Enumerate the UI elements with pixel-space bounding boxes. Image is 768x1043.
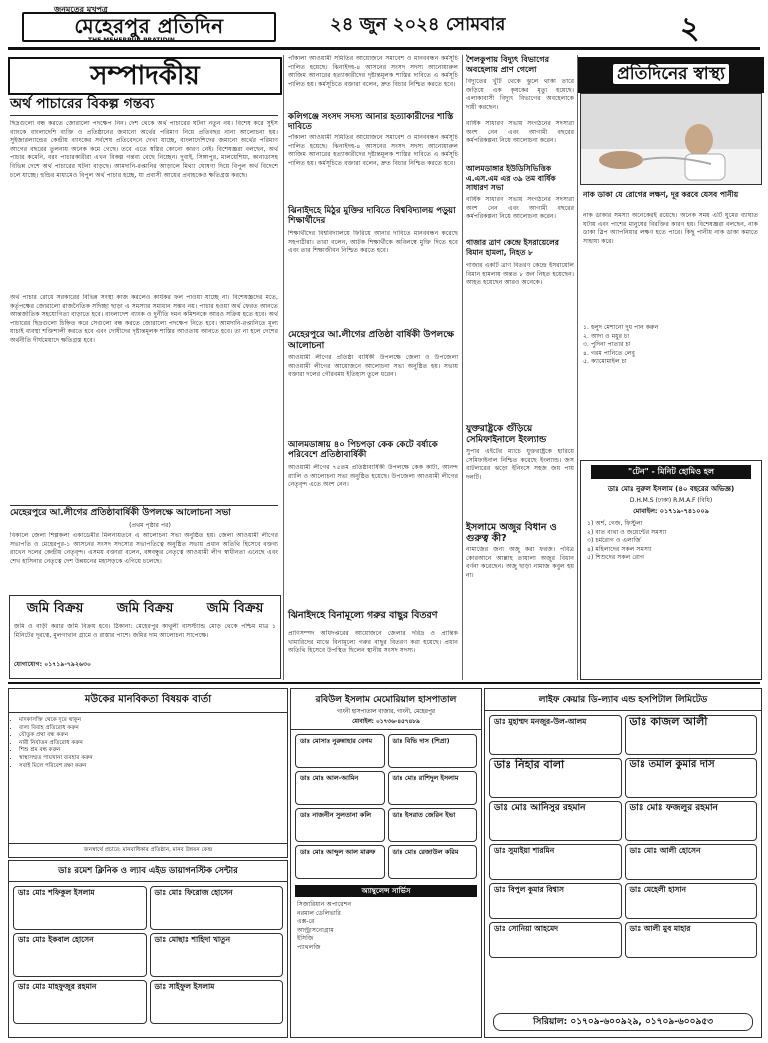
- mid-story-2-headline: ঝিনাইদহে মিঠুর মুক্তির দাবিতে বিশ্ববিদ্যালয় পড়ুয়া শিক্ষার্থীদের: [288, 206, 456, 226]
- homeo-item: ৩) চর্মরোগ ও এলার্জি: [587, 537, 641, 545]
- lifecare-doctor-card: [625, 883, 758, 919]
- masthead-tagline: জনমতের মুখপত্র: [54, 5, 108, 14]
- clinic-doctor-name: ডাঃ মোঃ ফিরোজ হোসেন: [154, 888, 233, 897]
- left-story-headline: মেহেরপুরে আ.লীগের প্রতিষ্ঠাবার্ষিকী উপলক্ষে আলোচনা সভা: [10, 505, 278, 519]
- clinic-doctor-name: ডাঃ মোঃ মাহফুজুর রহমান: [18, 982, 97, 991]
- clinic-doctor-name: ডাঃ মোঃ ইকবাল হোসেন: [18, 935, 94, 944]
- hospital-doctor-name: ডাঃ মোসাঃ নুরুন্নাহার বেগম: [300, 737, 373, 745]
- hospital-doctor-name: ডাঃ মোঃ রাশিদুল ইসলাম: [392, 774, 459, 782]
- lifecare-doctor-card: [625, 844, 758, 880]
- health-tip: ২. আদা ও মধুর চা: [583, 332, 630, 340]
- awareness-item: • শিশু শ্রম বন্ধ করুন: [19, 747, 287, 755]
- right-story-2-headline: আলমডাঙ্গার ইউডিসিভিত্তিক এ.এস.এম এর ৩৯ তম বার্ষিক সাধারণ সভা: [466, 164, 556, 192]
- awareness-item: • মাদকাসক্তি থেকে দূরে থাকুন: [19, 717, 287, 725]
- health-section-label: প্রতিদিনের স্বাস্থ্য: [613, 64, 729, 84]
- mid-story-4-headline: আলমডাঙ্গায় ৪০ পিচপড়া কেক কেটে বর্ষাকে পরিবেশে প্রতিষ্ঠাবার্ষিকী: [288, 440, 438, 460]
- lifecare-ad-title: লাইফ কেয়ার ডি-ল্যাব এন্ড হসপিটাল লিমিটেড: [485, 689, 761, 711]
- clinic-doctor-name: ডাঃ মোছাঃ শাহিদা খাতুন: [154, 935, 231, 944]
- hospital-doctor-card: [295, 771, 385, 805]
- hospital-ad-address: গাংনী হাসপাতাল বাজার, গাংনী, মেহেরপুর: [337, 709, 435, 715]
- hospital-doctor-card: [388, 845, 478, 879]
- land-ad-title-1: জমি বিক্রয়: [26, 601, 84, 616]
- lifecare-doctor-name: ডাঃ সোনিয়া আহমেদ: [494, 924, 559, 933]
- health-tip: ৩. পুদিনা পাতার চা: [583, 341, 631, 349]
- hospital-service: ইসিজি: [297, 935, 314, 943]
- right-story-1-body: বিদ্যুতের খুঁটি থেকে ঝুলে থাকা তারে জড়িয়ে এক কৃষকের মৃত্যু হয়েছে। এলাকাবাসী বিদ্যুৎ বিভাগের অবহেলাকে দায়ী করছেন।: [466, 78, 574, 111]
- lifecare-doctor-name: ডাঃ কাজল আলী: [629, 715, 708, 728]
- land-ad-body: জমি ও বাড়ী করার জমি বিক্রয় হবে। ঠিকানা: মেহেরপুর কাথুলী বাসস্ট্যান্ড মোড় থেকে পশ্চিম মাত্র ১ মিনিটের দূরত্বে, মুলগাথান গ্রামে ও রাস্তার পাশে। জমির দাম আলোচনা সাপেক্ষে।: [14, 623, 276, 639]
- right-story-5-body: নামাজের জন্য অজু করা ফরজ। পবিত্র কোরআনে আল্লাহ তায়ালা অজুর বিধান বর্ণনা করেছেন। অজু ছাড়া নামাজ কবুল হয় না।: [466, 546, 574, 579]
- clinic-doctor-card: [13, 886, 147, 930]
- lifecare-doctor-name: ডাঃ মোঃ আনিসুর রহমান: [494, 803, 586, 813]
- lifecare-doctor-card: [489, 883, 622, 919]
- right-story-5-headline: ইসলামে অজুর বিধান ও গুরুত্ব কী?: [466, 522, 557, 544]
- awareness-item: • যৌতুক প্রথা বন্ধ করুন: [19, 732, 287, 740]
- hospital-service: নরমাল ডেলিভারি: [297, 909, 341, 917]
- clinic-ad: [8, 860, 288, 1038]
- awareness-ad-title: মউকের মানবিকতা বিষয়ক বার্তা: [9, 689, 287, 713]
- mid-story-5-body: প্রাণিসম্পদ অধিদপ্তরের আয়োজনে জেলার দরিদ্র ও প্রান্তিক খামারিদের মাঝে বিনামূল্যে গরুর বাছুর বিতরণ করা হয়েছে। প্রধান অতিথি হিসেবে উপস্থিত ছিলেন স্থানীয় সংসদ সদস্য।: [288, 630, 458, 655]
- snoring-photo-illustration: [581, 94, 761, 184]
- hospital-doctor-name: ডাঃ ইসরাত জেরিন ইভা: [392, 811, 456, 819]
- homeo-item: ২) বাত ব্যথা ও জয়েন্টের সমস্যা: [587, 528, 667, 536]
- homeo-title: "টেন" - মিনিট হোমিও হল: [591, 465, 751, 479]
- land-ad-phone: যোগাযোগ: ০১৭১৯-৭৯২৬৩০: [14, 661, 92, 668]
- mid-story-3-headline: মেহেরপুরে আ.লীগের প্রতিষ্ঠা বার্ষিকী উপলক্ষে আলোচনা: [288, 330, 455, 351]
- ambulance-label: অ্যাম্বুলেন্স সার্ভিস: [295, 885, 477, 897]
- health-tips-list: [583, 324, 758, 367]
- hospital-ad: [290, 688, 482, 1038]
- lifecare-ad: [484, 688, 762, 1038]
- lifecare-doctor-card: [489, 844, 622, 880]
- mid-story-2-body: শিক্ষার্থীদের বিশ্ববিদ্যালয়ে ফিরিয়ে আনার দাবিতে মানববন্ধন করেছে সহপাঠীরা। তারা বলেন, আটক শিক্ষার্থীকে অবিলম্বে মুক্তি দিতে হবে এবং তার শিক্ষাজীবন নিশ্চিত করতে হবে।: [288, 230, 458, 255]
- lifecare-doctor-name: ডাঃ নিহার বালা: [494, 758, 565, 771]
- awareness-ad: [8, 688, 288, 858]
- hospital-ad-phone: মোবাইল: ০১৭৩৬-৪৫৭৪৮৯: [291, 717, 481, 730]
- homeo-degree: D.H.M.S (ঢাকা) R.M.A.F (বিধি): [629, 497, 713, 504]
- land-sale-ad: [9, 595, 281, 679]
- hospital-doctor-card: [295, 808, 385, 842]
- hospital-doctor-card: [295, 734, 385, 768]
- left-story-body: বিকালে জেলা শিল্পকলা একাডেমীর মিলনায়তনে এ আলোচনা সভা অনুষ্ঠিত হয়। জেলা আওয়ামী লীগের সভাপতি ও মেহেরপুর-১ আসনের সংসদ সদস্যের সভাপতিত্বে অনুষ্ঠিত সভায় প্রধান অতিথি হিসেবে বক্তব্য রাখেন দলের কেন্দ্রীয় নেতৃবৃন্দ। এসময় বক্তারা বলেন, বঙ্গবন্ধুর নেতৃত্বে আওয়ামী লীগ স্বাধীনতা এনেছে এবং শেখ হাসিনার নেতৃত্বে দেশ উন্নয়নের মহাসড়কে এগিয়ে চলেছে।: [10, 532, 278, 565]
- homeo-item: ৫) শিশুদের সকল রোগ: [587, 554, 645, 562]
- homeo-ad: [580, 460, 762, 680]
- hospital-doctor-name: ডাঃ নাজনীন সুলতানা কলি: [300, 811, 372, 819]
- health-tip: ৫. ক্যামোমাইল চা: [583, 358, 627, 366]
- lifecare-serial: সিরিয়াল: ০১৭০৯-৬০০৯২৯, ০১৭০৯-৬০০৯৫৩: [493, 1013, 753, 1031]
- hospital-doctor-name: ডাঃ মোঃ আল-আমিন: [300, 774, 359, 782]
- clinic-doctor-card: [150, 886, 284, 930]
- header-rule: [8, 47, 760, 50]
- clinic-doctor-name: ডাঃ সাইফুল ইসলাম: [154, 982, 215, 991]
- land-ad-title-2: জমি বিক্রয়: [116, 601, 174, 616]
- hospital-doctor-card: [388, 771, 478, 805]
- awareness-item: • সবাই মিলে পরিবেশ রক্ষা করুন: [19, 763, 287, 771]
- hospital-doctor-card: [388, 734, 478, 768]
- left-story-kicker: (প্রথম পৃষ্ঠার পর): [129, 522, 171, 529]
- homeo-phone: মোবাইল: ০১৭১৯-৭৪১০০৯: [633, 507, 709, 515]
- lifecare-doctor-card: [489, 801, 622, 841]
- health-headline: নাক ডাকা যে রোগের লক্ষণ, দূর করবে যেসব পানীয়: [583, 190, 739, 199]
- health-photo: [580, 93, 762, 185]
- hospital-service: এক্স-রে: [297, 918, 315, 926]
- lifecare-doctor-card: [625, 801, 758, 841]
- lifecare-doctor-name: ডাঃ মুহাম্মদ মনজুর-উল-আলম: [494, 717, 587, 726]
- hospital-doctor-card: [388, 808, 478, 842]
- editorial-body-continued: অর্থ পাচার রোধে সরকারের বিভিন্ন সংস্থা কাজ করলেও কার্যকর ফল পাওয়া যাচ্ছে না। বিশেষজ্ঞদের মতে, কর্তৃপক্ষের জোরালো রাজনৈতিক সদিচ্ছা ছাড়া এ সমস্যার সমাধান সম্ভব নয়। পাচার হওয়া অর্থ ফেরত আনতে আন্তর্জাতিক সহযোগিতা বাড়াতে হবে। বাংলাদেশ ব্যাংক ও দুর্নীতি দমন কমিশনকে আরও সক্রিয় হতে হবে। অর্থ পাচারের ছিদ্রগুলো চিহ্নিত করে সেগুলো বন্ধ করতে জোরালো পদক্ষেপ নিতে হবে। আমদানি-রপ্তানিতে মূল্য যাচাই ব্যবস্থা শক্তিশালী করতে হবে এবং দোষীদের দৃষ্টান্তমূলক শাস্তির আওতায় আনতে হবে। তা না হলে দেশের অর্থনীতি দীর্ঘমেয়াদে ক্ষতিগ্রস্ত হবে।: [10, 294, 278, 344]
- clinic-doctor-card: [150, 980, 284, 1024]
- awareness-item: • স্বাস্থ্যসম্মত পায়খানা ব্যবহার করুন: [19, 755, 287, 763]
- homeo-item: ৪) মহিলাদের সকল সমস্যা: [587, 545, 652, 553]
- issue-date: ২৪ জুন ২০২৪ সোমবার: [330, 14, 506, 35]
- awareness-ad-footer: জনস্বার্থে প্রচারে: মানবাধিকার প্রতিষ্ঠান, মানব উন্নয়ন কেন্দ্র: [9, 843, 287, 857]
- ads-divider: [8, 682, 760, 684]
- mid-story-4-body: আওয়ামী লীগের ৭৫তম প্রতিষ্ঠাবার্ষিকী উপলক্ষে কেক কাটা, আনন্দ র‍্যালি ও আলোচনা সভা অনুষ্ঠিত হয়েছে। উপজেলা আওয়ামী লীগের নেতৃবৃন্দ এতে অংশ নেন।: [288, 464, 458, 489]
- lifecare-doctor-card: [625, 715, 758, 755]
- hospital-doctor-name: ডাঃ মোঃ রেজাউল করিম: [392, 848, 459, 856]
- homeo-item: ১) অর্শ, গেজ, ফিস্টুলা: [587, 520, 643, 527]
- awareness-item: • বাল্য বিবাহ প্রতিরোধ করুন: [19, 725, 287, 733]
- right-story-4-headline: যুক্তরাষ্ট্রকে গুঁড়িয়ে সেমিফাইনালে ইংল্যান্ড: [466, 424, 547, 445]
- lifecare-doctor-name: ডাঃ মোঃ আলী হোসেন: [629, 846, 701, 855]
- hospital-doctor-name: ডাঃ মোঃ আব্দুল আল মারুফ: [300, 848, 376, 856]
- page-number: ২: [680, 11, 700, 46]
- lifecare-doctor-card: [489, 758, 622, 798]
- clinic-ad-title: ডাঃ রমেশ ক্লিনিক ও ল্যাব এইড ডায়াগনস্টিক সেন্টার: [9, 861, 287, 882]
- editorial-body: ছিদ্রগুলো বন্ধ করতে জোরালো পদক্ষেপ নিন। দেশ থেকে অর্থ পাচারের ঘটনা নতুন নয়। বিশেষ করে সুইস ব্যাংকে বাংলাদেশি ব্যক্তি ও প্রতিষ্ঠানের জমানো অর্থের পরিমাণ নিয়ে প্রতিবছর নানা আলোচনা হয়। সুইজারল্যান্ডের কেন্দ্রীয় ব্যাংকের সর্বশেষ প্রতিবেদনে দেখা যাচ্ছে, বাংলাদেশিদের জমানো অর্থের পরিমাণ আগের বছরের তুলনায় অনেক কমে গেছে। তবে এতে স্বস্তির কোনো কারণ নেই। বিশেষজ্ঞরা বলছেন, অর্থ পাচার কমেনি, বরং পাচারকারীরা এখন বিকল্প গন্তব্য বেছে নিচ্ছেন। দুবাই, সিঙ্গাপুর, মালয়েশিয়া, কানাডাসহ বিভিন্ন দেশে অর্থ পাচারের ঘটনা বাড়ছে। আমদানি-রপ্তানির আড়ালে মিথ্যা ঘোষণা দিয়ে বিপুল অর্থ বিদেশে চলে যাচ্ছে। হুন্ডির মাধ্যমেও বিপুল অর্থ পাচার হচ্ছে, যা প্রবাসী আয়ের প্রবাহকেও ক্ষতিগ্রস্ত করছে।: [10, 120, 278, 179]
- lifecare-doctor-card: [489, 922, 622, 958]
- masthead-title: মেহেরপুর প্রতিদিন: [22, 12, 276, 42]
- lifecare-doctor-card: [489, 715, 622, 755]
- hospital-service: সিজারিয়ান অপারেশন: [297, 901, 352, 908]
- homeo-doctor: ডাঃ মোঃ নুরুল ইসলাম (৪০ বছরের অভিজ্ঞ): [607, 485, 735, 493]
- hospital-ad-title: রবিউল ইসলাম মেমোরিয়াল হাসপাতাল: [315, 695, 457, 705]
- column-divider: [577, 55, 578, 680]
- health-section-title: [578, 57, 764, 93]
- land-ad-title-3: জমি বিক্রয়: [206, 601, 264, 616]
- hospital-service: প্যাথলজি: [297, 943, 321, 951]
- right-story-2-body: বার্ষিক সাধারণ সভায় সংগঠনের সদস্যরা অংশ নেন এবং আগামী বছরের কর্মপরিকল্পনা নিয়ে আলোচনা করেন।: [466, 196, 574, 221]
- column-divider: [283, 55, 284, 680]
- editorial-headline: অর্থ পাচারের বিকল্প গন্তব্য: [10, 95, 278, 116]
- lifecare-doctor-name: ডাঃ তমাল কুমার দাস: [629, 759, 715, 770]
- mid-story-1-body: পাঁকালা আওয়ামী সমিতির আয়োজনে সমাবেশ ও মানববন্ধন কর্মসূচি পালিত হয়েছে। ঝিনাইদহ-৪ আসনের সংসদ সদস্য আনোয়ারুল আজিম আনারের হত্যাকারীদের দৃষ্টান্তমূলক শাস্তির দাবিতে এ কর্মসূচি পালিত হয়। কর্মসূচিতে বক্তারা বলেন, দ্রুত বিচার নিশ্চিত করতে হবে।: [288, 134, 458, 167]
- health-body: নাক ডাকার সমস্যা অনেকেরই রয়েছে। অনেক সময় এটি ঘুমের ব্যাঘাত ঘটায় এবং পাশের মানুষের বিরক্তির কারণ হয়। বিশেষজ্ঞরা বলছেন, নাক ডাকা স্লিপ অ্যাপনিয়ার লক্ষণ হতে পারে। কিছু পানীয় নাক ডাকা কমাতে সাহায্য করে।: [583, 212, 758, 245]
- clinic-doctor-name: ডাঃ মোঃ শফিকুল ইসলাম: [18, 888, 95, 897]
- lifecare-doctor-name: ডাঃ মোঃ ফজলুর রহমান: [629, 803, 718, 813]
- clinic-doctor-card: [13, 980, 147, 1024]
- right-story-3-body: গাজার একটি ত্রাণ বিতরণ কেন্দ্রে ইসরায়েলি বিমান হামলায় অন্তত ৮ জন নিহত হয়েছেন। আহত হয়েছেন আরও অনেকে।: [466, 262, 574, 287]
- mid-story-1-headline: কলিগঞ্জে সংসদ সদস্য আনার হত্যাকারীদের শাস্তি দাবিতে: [288, 112, 454, 132]
- column-divider: [462, 55, 463, 680]
- masthead-subtitle: THE MEHERPUR PRATIDIN: [88, 37, 175, 44]
- clinic-doctor-card: [150, 933, 284, 977]
- awareness-item: • নারী নির্যাতন প্রতিরোধ করুন: [19, 740, 287, 748]
- hospital-doctor-name: ডাঃ বিভি দাস (শিপ্রা): [392, 737, 450, 745]
- right-story-1-body-cont: বার্ষিক সাধারণ সভায় সংগঠনের সদস্যরা অংশ নেন এবং আগামী বছরের কর্মপরিকল্পনা নিয়ে আলোচনা করেন।: [466, 120, 574, 145]
- lifecare-doctor-card: [625, 758, 758, 798]
- lifecare-doctor-name: ডাঃ বিপুল কুমার বিশ্বাস: [494, 885, 564, 894]
- right-story-1-headline: শৈলকুপায় বিদ্যুৎ বিভাগের অবহেলায় প্রাণ গেলো: [466, 55, 549, 74]
- lifecare-doctor-name: ডাঃ আলী মুব মাহার: [629, 924, 691, 933]
- hospital-service: আল্ট্রাসনোগ্রাম: [297, 926, 334, 934]
- lifecare-doctor-name: ডাঃ সুমাইয়া শারমিন: [494, 846, 555, 855]
- hospital-doctor-card: [295, 845, 385, 879]
- mid-story-3-body: আওয়ামী লীগের প্রতিষ্ঠা বার্ষিকী উপলক্ষে জেলা ও উপজেলা আওয়ামী লীগের আয়োজনে আলোচনা সভা অনুষ্ঠিত হয়। সভায় বক্তারা দলের গৌরবময় ইতিহাস তুলে ধরেন।: [288, 354, 458, 379]
- lifecare-doctor-card: [625, 922, 758, 958]
- health-tip: ৪. গরম পানিতে লেবু: [583, 349, 635, 357]
- mid-story-5-headline: ঝিনাইদহে বিনামূল্যে গরুর বাছুর বিতরণ: [288, 610, 438, 621]
- right-story-3-headline: গাজার ত্রাণ কেন্দ্রে ইসরায়েলের বিমান হামলা, নিহত ৮: [466, 238, 559, 257]
- right-story-4-body: সুপার এইটের ম্যাচে যুক্তরাষ্ট্রকে হারিয়ে সেমিফাইনাল নিশ্চিত করেছে ইংল্যান্ড। জস বাটলারের ঝড়ো ইনিংসে সহজ জয় পায় দলটি।: [466, 448, 574, 481]
- editorial-section-title: সম্পাদকীয়: [8, 57, 282, 95]
- clinic-doctor-card: [13, 933, 147, 977]
- lifecare-doctor-name: ডাঃ মেহেলী হাসান: [629, 885, 687, 894]
- health-tip: ১. হলুদ মেশানো দুধ পান করুন: [583, 324, 659, 331]
- mid-story-lead-body: পাঁকালা আওয়ামী সমিতির আয়োজনে সমাবেশ ও মানববন্ধন কর্মসূচি পালিত হয়েছে। ঝিনাইদহ-৪ আসনের সংসদ সদস্য আনোয়ারুল আজিম আনারের হত্যাকারীদের দৃষ্টান্তমূলক শাস্তির দাবিতে এ কর্মসূচি পালিত হয়। কর্মসূচিতে বক্তারা বলেন, দ্রুত বিচার নিশ্চিত করতে হবে।: [288, 55, 458, 88]
